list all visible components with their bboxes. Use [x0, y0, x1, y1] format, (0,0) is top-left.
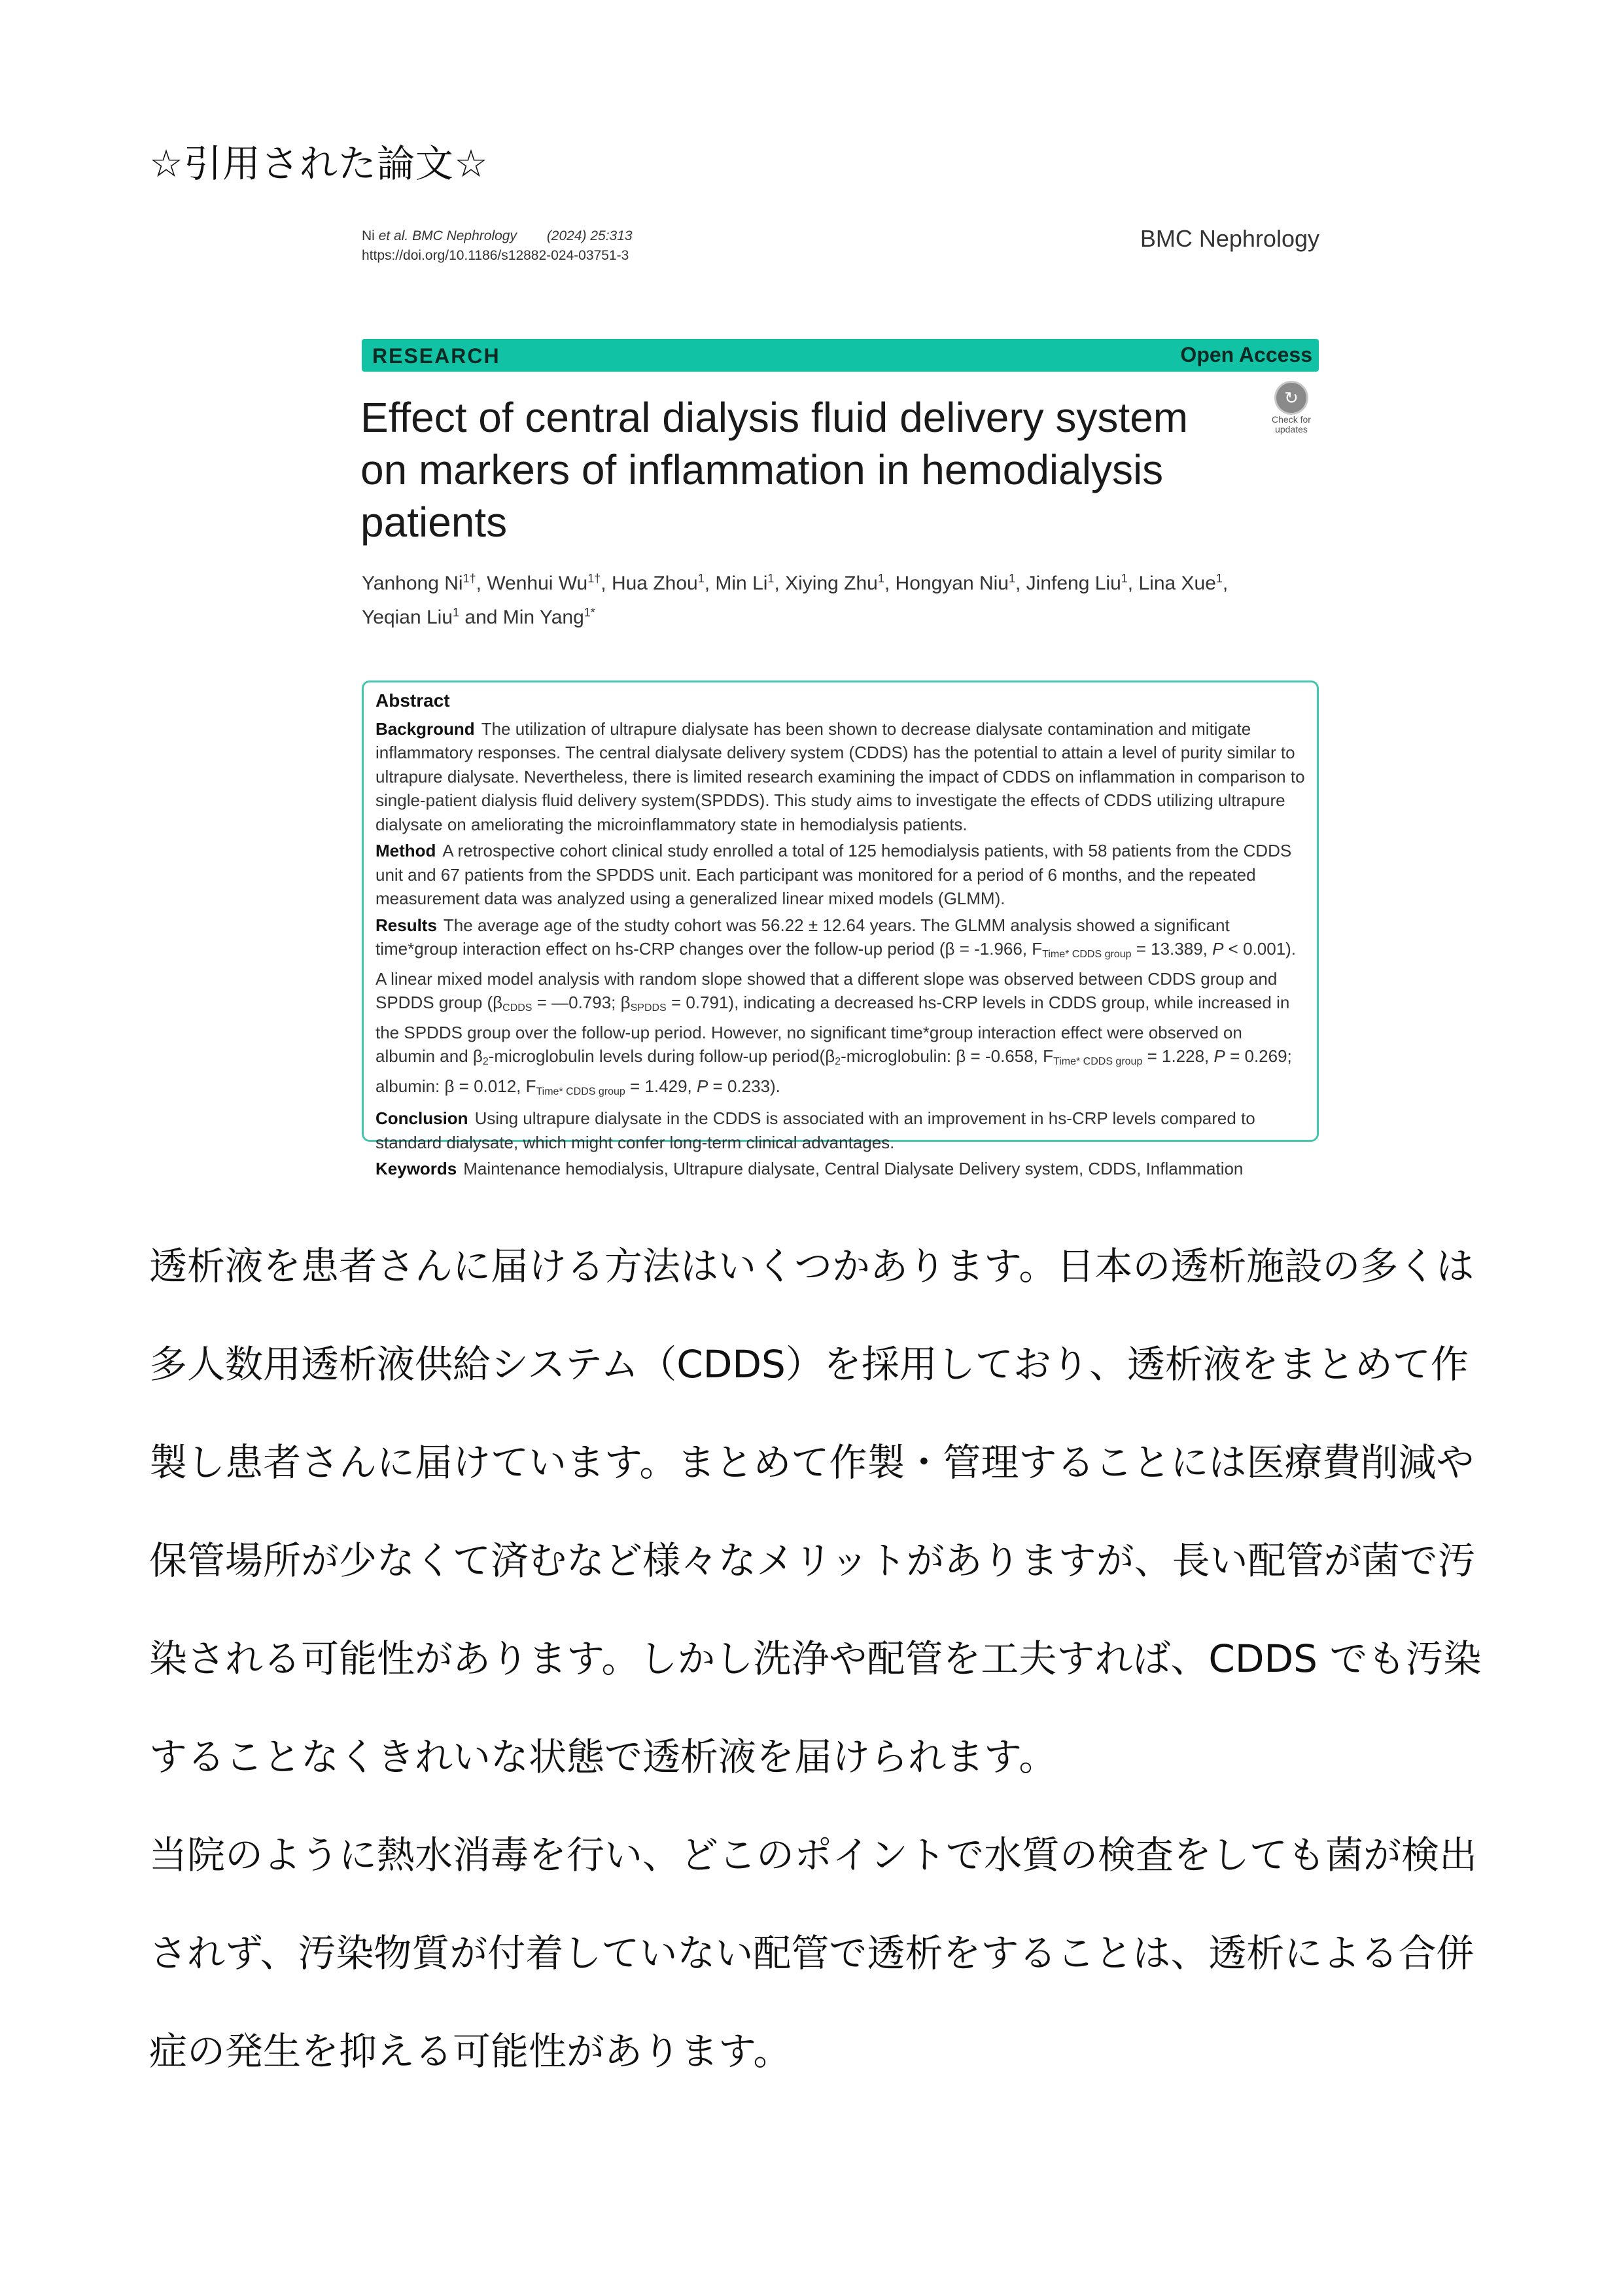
- body-paragraph-2: 当院のように熱水消毒を行い、どこのポイントで水質の検査をしても菌が検出されず、汚染物質が付着していない配管で透析をすることは、透析による合併症の発生を抑える可能性があります。: [149, 1833, 1478, 2074]
- author: Yeqian Liu: [362, 607, 453, 628]
- author: Min Yang: [502, 607, 584, 628]
- abstract-box: [362, 680, 1319, 1178]
- page-heading: ☆引用された論文☆: [149, 141, 489, 186]
- abstract-method: Method A retrospective cohort clinical study enrolled a total of 125 hemodialysis patients, with 58 patients from the CDDS unit and 67 patients from the SPDDS unit. Each participant was monitored for a period of 6 months, and the repeated measurement data was analyzed using a generalized linear mixed models (GLMM).: [375, 841, 1292, 908]
- citation-journal: BMC Nephrology: [412, 228, 517, 243]
- citation-doi: https://doi.org/10.1186/s12882-024-03751-3: [362, 248, 629, 263]
- author: Lina Xue: [1138, 573, 1216, 594]
- check-for-updates-badge: [1263, 381, 1319, 440]
- author: Jinfeng Liu: [1026, 573, 1121, 594]
- abstract-background: Background The utilization of ultrapure dialysate has been shown to decrease dialysate contamination and mitigate inflammatory responses. The central dialysate delivery system (CDDS) has the potential to attain a level of purity similar to ultrapure dialysate. Nevertheless, there is limited research examining the impact of CDDS on inflammation in comparison to single-patient dialysis fluid delivery system(SPDDS). This study aims to investigate the effects of CDDS utilizing ultrapure dialysate on ameliorating the microinflammatory state in hemodialysis patients.: [375, 718, 1305, 834]
- abstract-conclusion: Conclusion Using ultrapure dialysate in the CDDS is associated with an improvement in hs-CRP levels compared to standard dialysate, which might confer long-term clinical advantages.: [375, 1108, 1255, 1152]
- check-updates-line1: Check for: [1272, 414, 1311, 425]
- check-updates-icon: ↻: [1274, 381, 1308, 415]
- paper-image: [350, 209, 1331, 1194]
- paper-title: Effect of central dialysis fluid delivery system on markers of inflammation in hemodialysis patients: [360, 394, 1189, 546]
- body-text: [149, 1217, 1497, 2100]
- body-paragraph-1: 透析液を患者さんに届ける方法はいくつかあります。日本の透析施設の多くは多人数用透析液供給システム（CDDS）を採用しており、透析液をまとめて作製し患者さんに届けています。まとめて作製・管理することには医療費削減や保管場所が少なくて済むなど様々なメリットがありますが、長い配管が菌で汚染される可能性があります。しかし洗浄や配管を工夫すれば、CDDS でも汚染することなくきれいな状態で透析液を届けられます。: [149, 1244, 1482, 1779]
- citation-etal: et al.: [378, 228, 409, 243]
- author: Yanhong Ni: [362, 573, 463, 594]
- abstract-keywords: Keywords Maintenance hemodialysis, Ultrapure dialysate, Central Dialysate Delivery system, CDDS, Inflammation: [375, 1159, 1244, 1178]
- author: Xiying Zhu: [785, 573, 878, 594]
- paper-citation: [362, 226, 633, 266]
- citation-authors: Ni: [362, 228, 375, 243]
- author: Hua Zhou: [611, 573, 698, 594]
- journal-name: BMC Nephrology: [1140, 225, 1319, 252]
- check-updates-line2: updates: [1275, 424, 1308, 434]
- author: Min Li: [715, 573, 768, 594]
- research-banner: [362, 339, 1319, 372]
- banner-open-access: Open Access: [1180, 343, 1312, 366]
- citation-year: (2024) 25:313: [546, 228, 633, 243]
- banner-research: RESEARCH: [372, 344, 500, 368]
- author: Wenhui Wu: [487, 573, 588, 594]
- paper-authors: Yanhong $Ni^{1\dagger}$, Wenhui $Wu^{1\dagger}$, Hua Zhou$^1$, Min Li$^1$, Xiying Zhu$^1$, Hongyan Niu$^1$, Jinfeng Liu$^1$, Lina Xue$^1$, Yeqian Liu$^1$ and Min Yang$^{1*}$: [362, 572, 1229, 628]
- author: Hongyan Niu: [895, 573, 1009, 594]
- abstract-heading: Abstract: [375, 690, 450, 711]
- abstract-results: Results The average age of the studty cohort was 56.22 ± 12.64 years. The GLMM analysis showed a significant time*group interaction effect on hs-CRP changes over the follow-up period (β = -1.966, $F_{Time* CDDS group} = 13.389$, P < 0.001). A linear mixed model analysis with random slope showed that a different slope was observed between CDDS group and SPDDS group ($\beta_{CDDS}$ = —0.793; $\beta_{SPDDS} = 0.791$), indicating a decreased hs-CRP levels in CDDS group, while increased in the SPDDS group over the follow-up period. However, no significant time*group interaction effect were observed on albumin and $\beta_2$-microglobulin levels during follow-up $period(\beta_2$-microglobulin: β = -0.658, $F_{Time* CDDS group} = 1.228$, P = 0.269; albumin: β = 0.012, $F_{Time* CDDS group} = 1.429$, P = 0.233).: [375, 915, 1297, 1097]
